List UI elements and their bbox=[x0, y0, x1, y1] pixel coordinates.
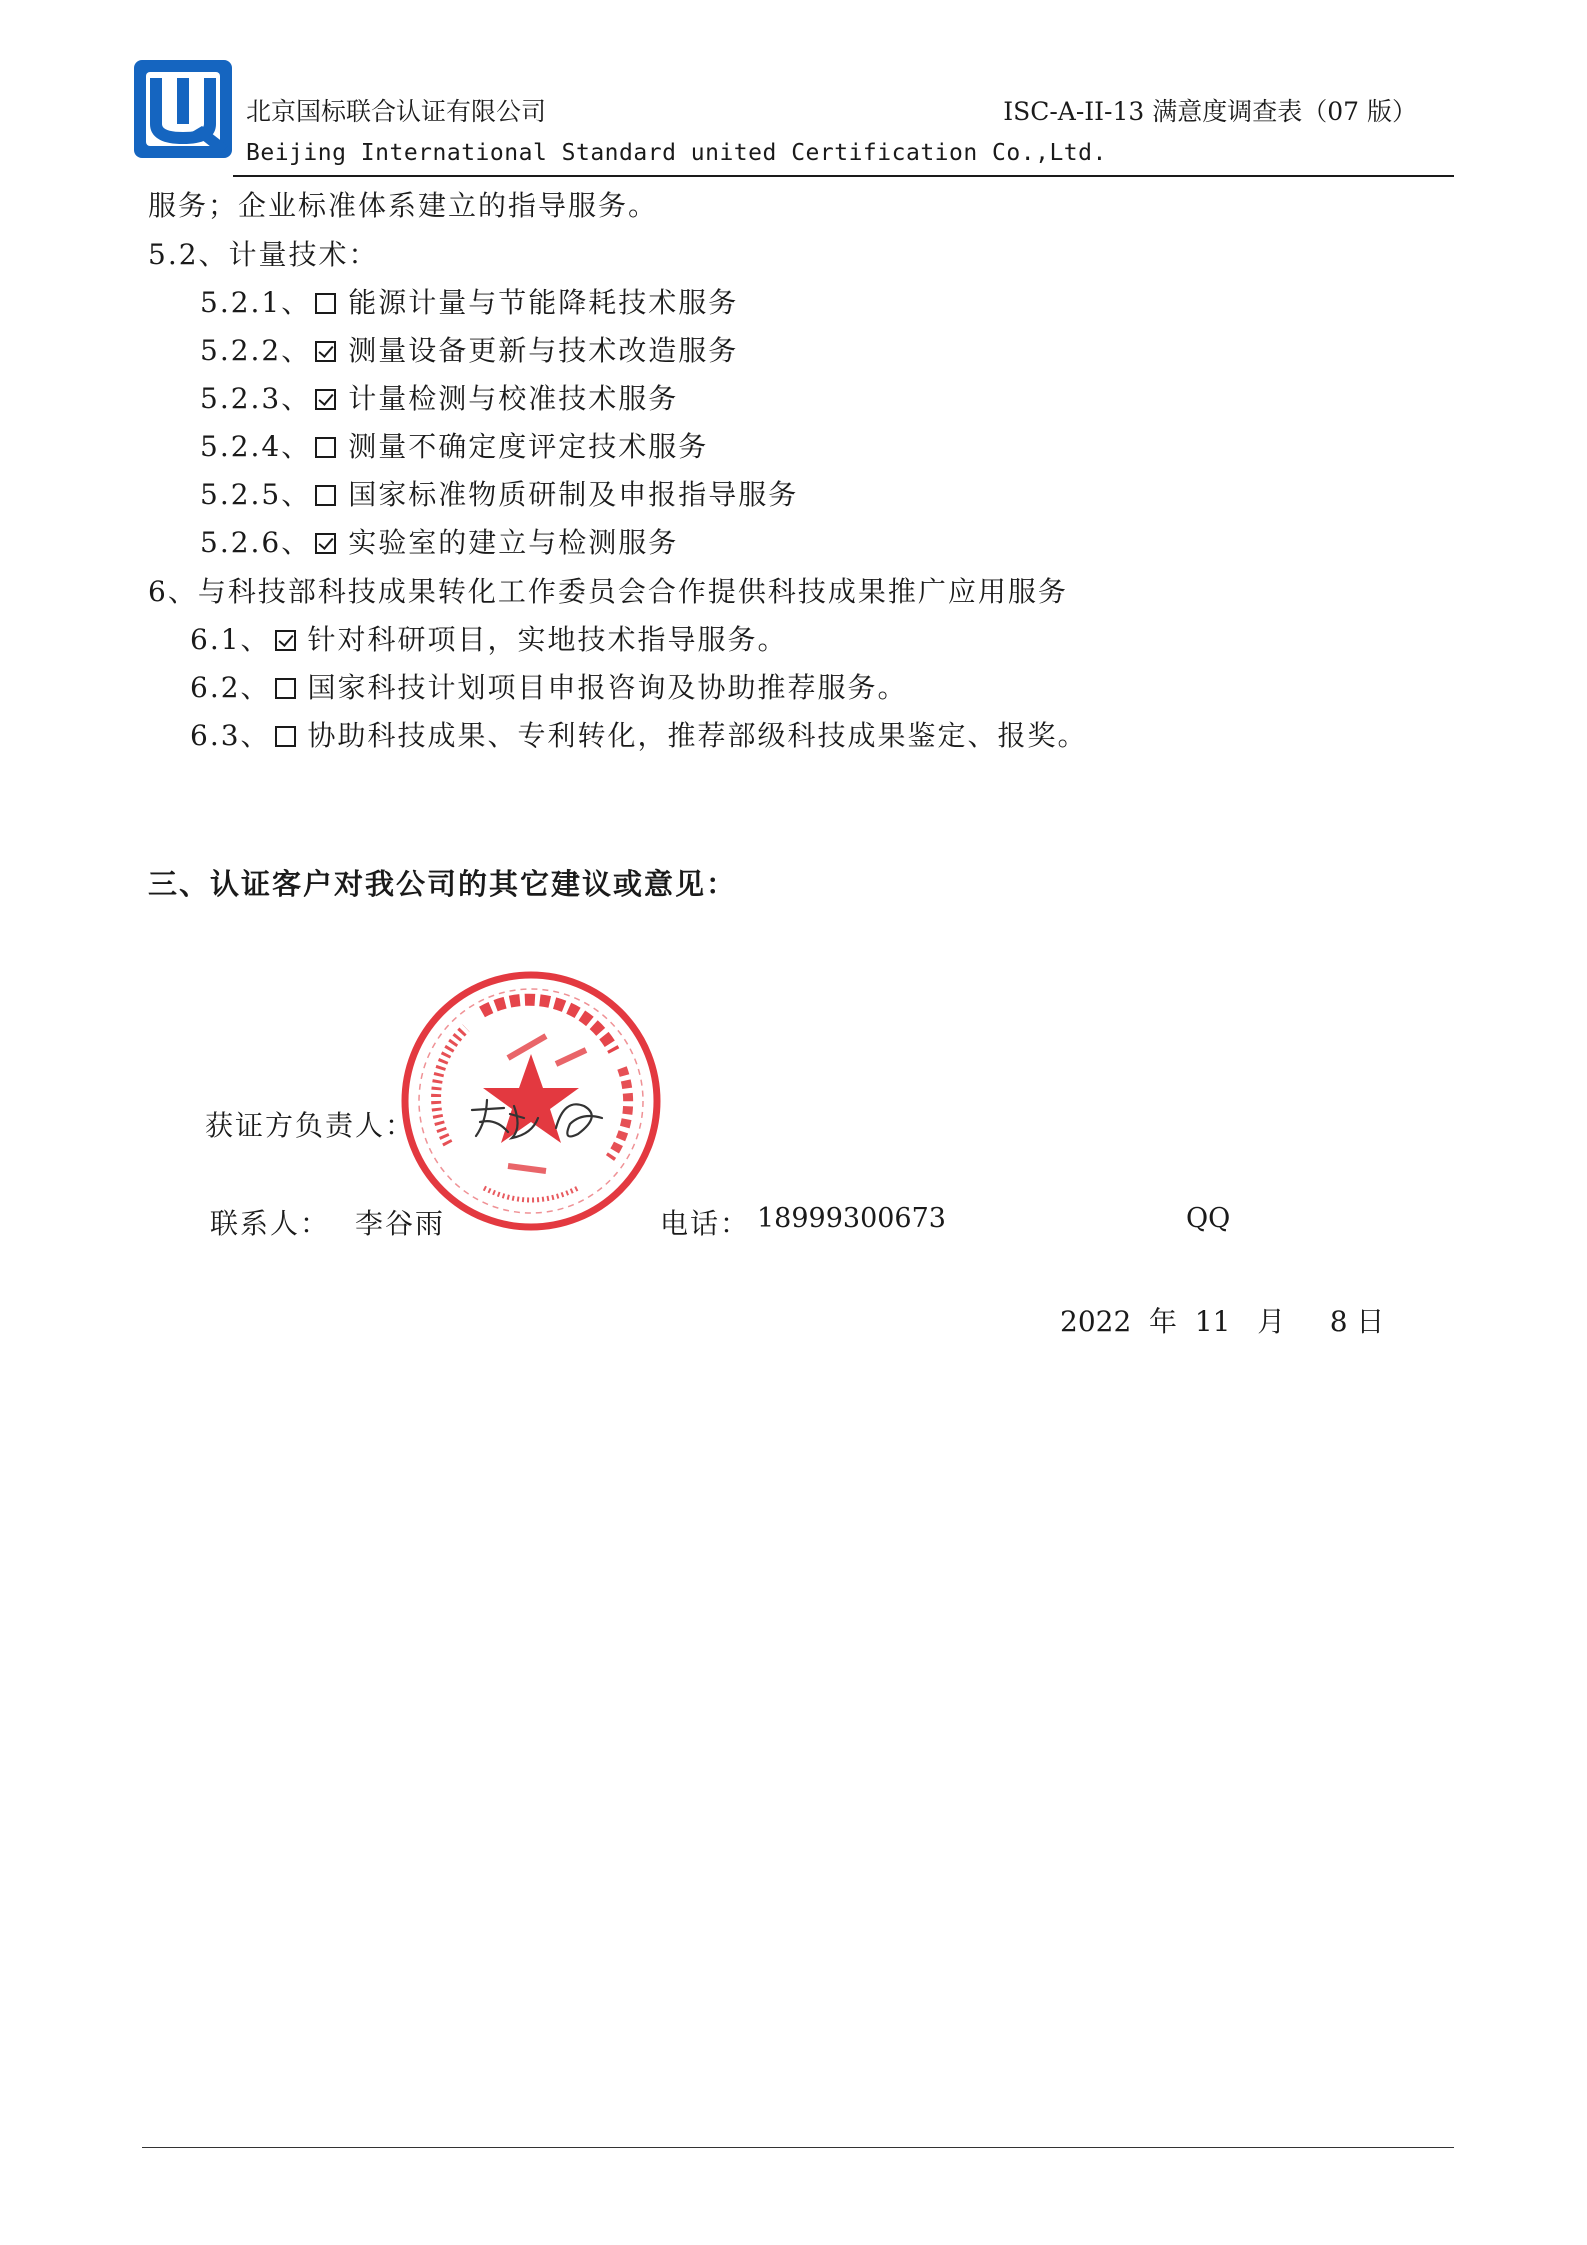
checkbox-5-2-4[interactable] bbox=[315, 437, 336, 458]
item-number: 5.2.1、 bbox=[200, 286, 312, 319]
list-item-5-2-4 bbox=[200, 429, 708, 465]
list-item-6-1 bbox=[190, 622, 788, 658]
list-item-5-2-6 bbox=[200, 525, 678, 561]
item-text: 能源计量与节能降耗技术服务 bbox=[348, 286, 739, 319]
handwritten-signature bbox=[452, 1088, 652, 1148]
list-item-6-3 bbox=[190, 718, 1088, 754]
checkbox-5-2-1[interactable] bbox=[315, 293, 336, 314]
item-text: 协助科技成果、专利转化，推荐部级科技成果鉴定、报奖。 bbox=[307, 719, 1088, 752]
checkbox-6-3[interactable] bbox=[275, 726, 296, 747]
contact-label: 联系人： bbox=[210, 1207, 331, 1240]
checkbox-5-2-5[interactable] bbox=[315, 485, 336, 506]
header-company-cn: 北京国标联合认证有限公司 bbox=[246, 97, 547, 126]
section-3-heading: 三、认证客户对我公司的其它建议或意见： bbox=[148, 867, 738, 901]
item-text: 测量不确定度评定技术服务 bbox=[348, 430, 709, 463]
item-number: 5.2.6、 bbox=[200, 526, 312, 559]
item-number: 5.2.2、 bbox=[200, 334, 312, 367]
phone-number: 18999300673 bbox=[757, 1203, 946, 1234]
item-text: 实验室的建立与检测服务 bbox=[348, 526, 679, 559]
item-number: 6.2、 bbox=[190, 671, 271, 704]
list-item-5-2-3 bbox=[200, 381, 678, 417]
qq-label: QQ bbox=[1186, 1203, 1231, 1234]
header-divider bbox=[233, 175, 1454, 177]
section-5-2-heading: 5.2、计量技术： bbox=[148, 238, 379, 271]
list-item-5-2-1 bbox=[200, 285, 738, 321]
item-text: 计量检测与校准技术服务 bbox=[348, 382, 679, 415]
item-number: 5.2.4、 bbox=[200, 430, 312, 463]
item-number: 6.3、 bbox=[190, 719, 271, 752]
item-text: 测量设备更新与技术改造服务 bbox=[348, 334, 739, 367]
contact-name: 李谷雨 bbox=[355, 1207, 446, 1240]
section-6-heading: 6、与科技部科技成果转化工作委员会合作提供科技成果推广应用服务 bbox=[148, 575, 1068, 608]
list-item-6-2 bbox=[190, 670, 908, 706]
list-item-5-2-2 bbox=[200, 333, 738, 369]
header-doc-code: ISC-A-II-13 满意度调查表（07 版） bbox=[1003, 97, 1417, 126]
item-text: 国家科技计划项目申报咨询及协助推荐服务。 bbox=[307, 671, 908, 704]
continuation-text: 服务；企业标准体系建立的指导服务。 bbox=[148, 189, 659, 222]
checkbox-5-2-2[interactable] bbox=[315, 341, 336, 362]
responsible-person-label: 获证方负责人： bbox=[205, 1109, 416, 1142]
item-text: 针对科研项目，实地技术指导服务。 bbox=[307, 623, 788, 656]
phone-label: 电话： bbox=[660, 1207, 751, 1240]
header-company-en: Beijing International Standard united Certification Co.,Ltd. bbox=[246, 140, 1107, 166]
item-number: 5.2.3、 bbox=[200, 382, 312, 415]
checkbox-6-1[interactable] bbox=[275, 630, 296, 651]
footer-divider bbox=[142, 2147, 1454, 2148]
checkbox-5-2-6[interactable] bbox=[315, 533, 336, 554]
checkbox-6-2[interactable] bbox=[275, 678, 296, 699]
company-logo bbox=[132, 58, 234, 160]
sign-date: 2022 年 11 月 8 日 bbox=[1060, 1305, 1385, 1338]
item-number: 6.1、 bbox=[190, 623, 271, 656]
item-number: 5.2.5、 bbox=[200, 478, 312, 511]
checkbox-5-2-3[interactable] bbox=[315, 389, 336, 410]
list-item-5-2-5 bbox=[200, 477, 798, 513]
item-text: 国家标准物质研制及申报指导服务 bbox=[348, 478, 799, 511]
